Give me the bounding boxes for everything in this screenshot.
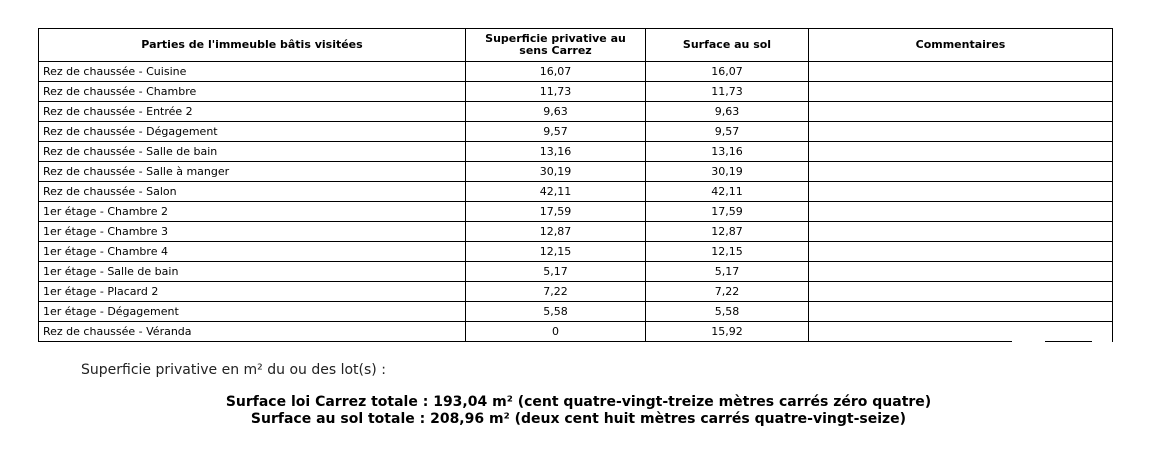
- cell-comment: [809, 142, 1113, 162]
- table-row: [39, 322, 1113, 342]
- table-row: [39, 62, 1113, 82]
- cell-sol: 15,92: [646, 322, 809, 342]
- cell-sol: 5,58: [646, 302, 809, 322]
- cell-carrez: 17,59: [466, 202, 646, 222]
- cell-comment: [809, 322, 1113, 342]
- cell-carrez: 9,57: [466, 122, 646, 142]
- cell-carrez: 5,58: [466, 302, 646, 322]
- table-row: [39, 222, 1113, 242]
- cell-sol: 9,57: [646, 122, 809, 142]
- cell-carrez: 30,19: [466, 162, 646, 182]
- cell-sol: 16,07: [646, 62, 809, 82]
- cell-carrez: 11,73: [466, 82, 646, 102]
- cell-room: Rez de chaussée - Entrée 2: [39, 102, 466, 122]
- cell-sol: 9,63: [646, 102, 809, 122]
- cell-room: Rez de chaussée - Chambre: [39, 82, 466, 102]
- cell-carrez: 16,07: [466, 62, 646, 82]
- cell-carrez: 5,17: [466, 262, 646, 282]
- header-commentaires: Commentaires: [809, 29, 1113, 62]
- cell-room: 1er étage - Placard 2: [39, 282, 466, 302]
- cell-carrez: 12,87: [466, 222, 646, 242]
- cell-room: Rez de chaussée - Salon: [39, 182, 466, 202]
- table-row: [39, 262, 1113, 282]
- cell-sol: 17,59: [646, 202, 809, 222]
- areas-table: [38, 28, 1113, 342]
- table-row: [39, 102, 1113, 122]
- cell-carrez: 9,63: [466, 102, 646, 122]
- header-parties: Parties de l'immeuble bâtis visitées: [39, 29, 466, 62]
- cell-sol: 13,16: [646, 142, 809, 162]
- cell-comment: [809, 222, 1113, 242]
- cell-carrez: 0: [466, 322, 646, 342]
- redaction-gap: [1012, 341, 1045, 348]
- cell-room: Rez de chaussée - Salle de bain: [39, 142, 466, 162]
- cell-sol: 12,15: [646, 242, 809, 262]
- cell-sol: 11,73: [646, 82, 809, 102]
- cell-comment: [809, 282, 1113, 302]
- cell-room: Rez de chaussée - Cuisine: [39, 62, 466, 82]
- cell-comment: [809, 162, 1113, 182]
- totals-block: [0, 394, 1157, 428]
- cell-carrez: 12,15: [466, 242, 646, 262]
- table-row: [39, 282, 1113, 302]
- cell-room: Rez de chaussée - Dégagement: [39, 122, 466, 142]
- header-superficie-carrez: Superficie privative au sens Carrez: [466, 29, 646, 62]
- redaction-gap: [1092, 341, 1112, 348]
- table-header-row: [39, 29, 1113, 62]
- cell-room: Rez de chaussée - Salle à manger: [39, 162, 466, 182]
- cell-carrez: 13,16: [466, 142, 646, 162]
- table-row: [39, 242, 1113, 262]
- summary-label: Superficie privative en m² du ou des lot(s) :: [81, 362, 386, 378]
- cell-comment: [809, 182, 1113, 202]
- carrez-total: Surface loi Carrez totale : 193,04 m² (cent quatre-vingt-treize mètres carrés zéro quatre): [225, 394, 932, 410]
- cell-comment: [809, 242, 1113, 262]
- header-surface-sol: Surface au sol: [646, 29, 809, 62]
- table-row: [39, 202, 1113, 222]
- cell-comment: [809, 262, 1113, 282]
- cell-carrez: 42,11: [466, 182, 646, 202]
- cell-room: 1er étage - Chambre 2: [39, 202, 466, 222]
- cell-sol: 12,87: [646, 222, 809, 242]
- table-row: [39, 82, 1113, 102]
- cell-room: 1er étage - Chambre 3: [39, 222, 466, 242]
- cell-sol: 42,11: [646, 182, 809, 202]
- cell-comment: [809, 102, 1113, 122]
- cell-comment: [809, 202, 1113, 222]
- cell-carrez: 7,22: [466, 282, 646, 302]
- cell-sol: 30,19: [646, 162, 809, 182]
- cell-sol: 5,17: [646, 262, 809, 282]
- cell-room: 1er étage - Dégagement: [39, 302, 466, 322]
- table-row: [39, 302, 1113, 322]
- cell-comment: [809, 82, 1113, 102]
- table-row: [39, 182, 1113, 202]
- cell-comment: [809, 62, 1113, 82]
- cell-sol: 7,22: [646, 282, 809, 302]
- table-row: [39, 122, 1113, 142]
- cell-comment: [809, 302, 1113, 322]
- table-row: [39, 142, 1113, 162]
- cell-comment: [809, 122, 1113, 142]
- cell-room: 1er étage - Chambre 4: [39, 242, 466, 262]
- sol-total: Surface au sol totale : 208,96 m² (deux cent huit mètres carrés quatre-vingt-seize): [250, 411, 907, 427]
- cell-room: 1er étage - Salle de bain: [39, 262, 466, 282]
- cell-room: Rez de chaussée - Véranda: [39, 322, 466, 342]
- table-row: [39, 162, 1113, 182]
